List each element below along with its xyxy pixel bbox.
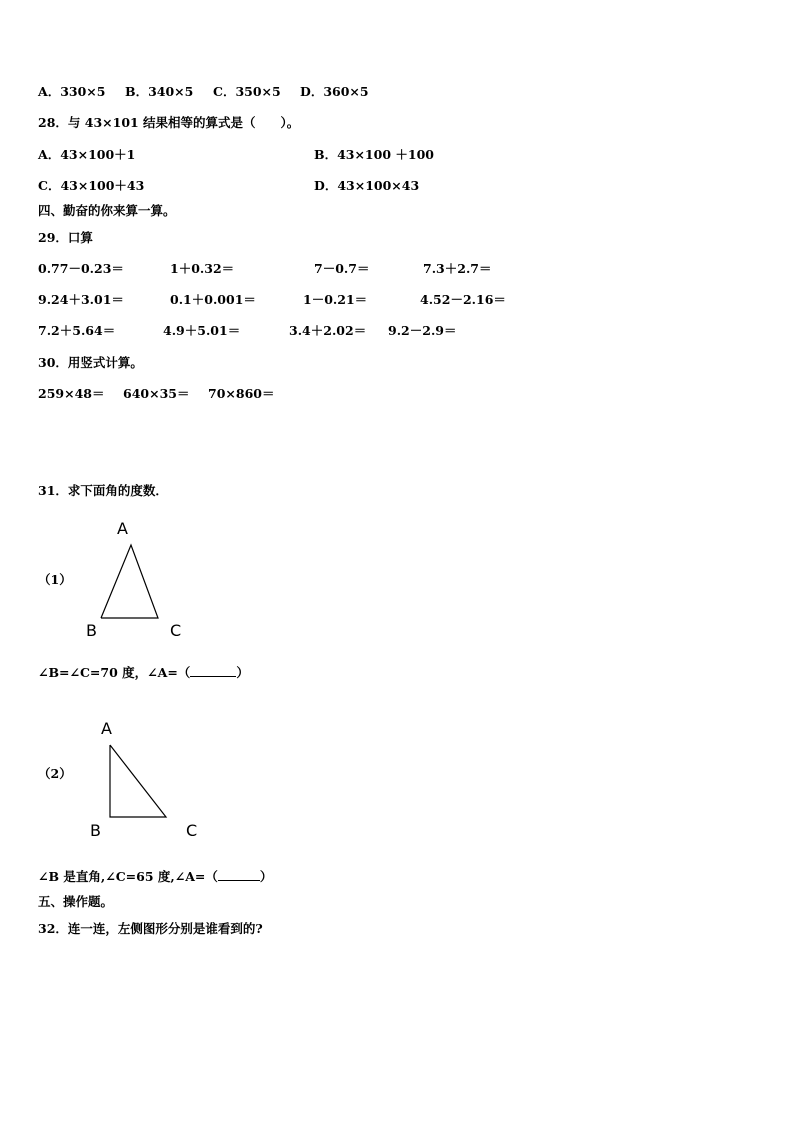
q29-item: 1－0.21＝ [303,292,368,307]
q31-part2-label: （2） [38,766,72,781]
q29-item: 7.3＋2.7＝ [423,261,492,276]
q29-item: 7.2＋5.64＝ [38,323,116,338]
vertex-label-b: B [86,621,97,640]
q29-item: 9.2－2.9＝ [388,323,457,338]
q29-item: 1＋0.32＝ [170,261,235,276]
q28-option-d: D．43×100×43 [314,178,420,193]
q28-option-a: A．43×100＋1 [38,147,136,162]
q30-item: 70×860＝ [208,386,275,401]
q29-item: 7－0.7＝ [314,261,370,276]
q31-part2-text: ∠B 是直角,∠C=65 度,∠A=（ [38,869,218,884]
q29-item: 0.1＋0.001＝ [170,292,256,307]
q31-part1-label: （1） [38,572,72,587]
q27-option-d: D．360×5 [300,84,369,99]
q27-option-c: C．350×5 [213,84,281,99]
q31-title: 31．求下面角的度数． [38,483,168,498]
section5-title: 五、操作题。 [38,894,114,909]
q29-item: 3.4＋2.02＝ [289,323,367,338]
q29-item: 9.24＋3.01＝ [38,292,124,307]
vertex-label-a: A [117,519,128,538]
vertex-label-c: C [170,621,182,640]
section4-title: 四、勤奋的你来算一算。 [38,203,176,218]
q32-title: 32．连一连，左侧图形分别是谁看到的? [38,921,263,936]
q27-option-b: B．340×5 [125,84,194,99]
q30-item: 259×48＝ [38,386,105,401]
vertex-label-c: C [186,821,198,840]
q29-item: 4.9＋5.01＝ [163,323,241,338]
q28-option-c: C．43×100＋43 [38,178,145,193]
vertex-label-a: A [101,719,112,738]
q30-item: 640×35＝ [123,386,190,401]
answer-blank[interactable] [190,664,236,677]
q28-stem: 28．与 43×101 结果相等的算式是（ ）。 [38,115,300,130]
q29-item: 4.52－2.16＝ [420,292,506,307]
q29-item: 0.77－0.23＝ [38,261,124,276]
vertex-label-b: B [90,821,101,840]
q31-part2-question [38,868,272,885]
q31-part2-close: ） [259,869,273,884]
q29-title: 29．口算 [38,230,93,245]
q27-option-a: A．330×5 [38,84,106,99]
q31-part1-question [38,664,249,681]
answer-blank[interactable] [218,868,260,881]
q30-title: 30．用竖式计算。 [38,355,143,370]
q28-option-b: B．43×100 ＋100 [314,147,434,162]
q31-part1-text: ∠B=∠C=70 度，∠A=（ [38,665,191,680]
q31-part1-close: ） [236,665,249,680]
